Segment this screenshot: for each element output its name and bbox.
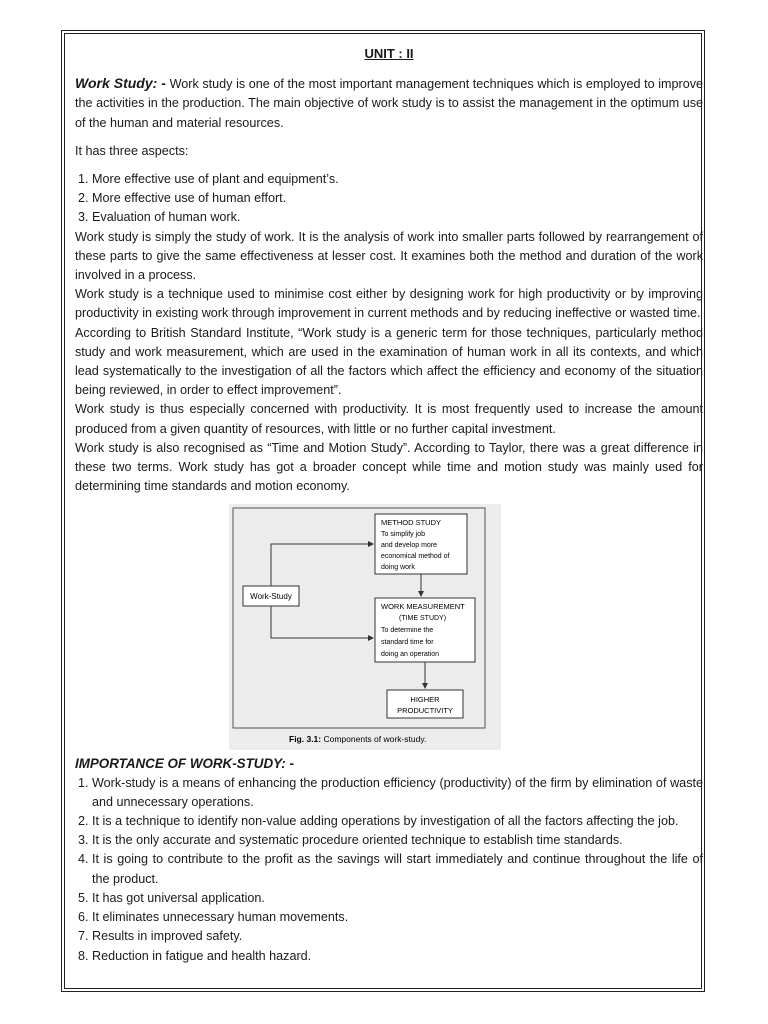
aspect-item: 2. More effective use of human effort. <box>92 189 703 208</box>
aspect-item: 3. Evaluation of human work. <box>92 208 703 227</box>
importance-item: 4. It is going to contribute to the profit as the savings will start immediately and continue throughout the life of the product. <box>92 850 703 888</box>
body-paragraph: Work study is a technique used to minimise cost either by designing work for high productivity or by improving productivity in existing work through improvement in current methods and by reducing ineffective or wasted time. <box>75 287 703 321</box>
work-study-heading: Work Study: - <box>75 75 166 92</box>
method-study-line: and develop more <box>381 542 438 550</box>
arrow-to-work-measurement <box>271 606 373 638</box>
body-paragraph: Work study is simply the study of work. It is the analysis of work into smaller parts followed by rearrangement of these parts to give the same effectiveness at lesser cost. It examines both the method and duration of the work involved in a process. <box>75 229 703 283</box>
work-measurement-line: standard time for <box>381 639 434 647</box>
body-paragraph: Work study is thus especially concerned with productivity. It is most frequently used to increase the amount produced from a given quantity of resources, with little or no further capital investment. <box>75 402 703 436</box>
method-study-line: doing work <box>381 564 415 572</box>
importance-item: 3. It is the only accurate and systematic procedure oriented technique to establish time standards. <box>92 831 703 850</box>
intro-text: Work study is one of the most important management techniques which is employed to improve the activities in the production. The main objective of work study is to assist the management in the optimum use of the human and material resources. <box>75 77 703 130</box>
method-study-title: METHOD STUDY <box>381 518 441 528</box>
document-body <box>75 44 703 966</box>
work-measurement-line: doing an operation <box>381 651 439 659</box>
caption-label: Fig. 3.1: <box>289 734 322 745</box>
work-study-figure <box>229 504 501 750</box>
work-measurement-line: (TIME STUDY) <box>399 615 447 623</box>
body-paragraph: According to British Standard Institute, “Work study is a generic term for those techniques, particularly method study and work measurement, which are used in the examination of human work in all its contexts, and which lead systematically to the investigation of all the factors which affect the efficiency and economy of the situation being reviewed, in order to effect improvement”. <box>75 325 703 398</box>
method-study-line: economical method of <box>381 553 450 561</box>
aspect-item: 1. More effective use of plant and equipment’s. <box>92 170 703 189</box>
aspects-intro: It has three aspects: <box>75 143 189 158</box>
work-measurement-line: To determine the <box>381 627 434 635</box>
figure-caption <box>289 734 426 744</box>
importance-item: 5. It has got universal application. <box>92 889 703 908</box>
intro-paragraph <box>75 74 703 133</box>
body-paragraph: Work study is also recognised as “Time and Motion Study”. According to Taylor, there was a great difference in these two terms. Work study has got a broader concept while time and motion study was mainly used for determining time standards and motion economy. <box>75 440 703 494</box>
importance-item: 1. Work-study is a means of enhancing the production efficiency (productivity) of the firm by elimination of waste and unnecessary operations. <box>92 774 703 812</box>
importance-item: 8. Reduction in fatigue and health hazard. <box>92 947 703 966</box>
importance-item: 6. It eliminates unnecessary human movements. <box>92 908 703 927</box>
higher-productivity-label: PRODUCTIVITY <box>397 706 453 716</box>
arrow-to-method-study <box>271 544 373 586</box>
importance-item: 2. It is a technique to identify non-value adding operations by investigation of all the factors affecting the job. <box>92 812 703 831</box>
work-measurement-title: WORK MEASUREMENT <box>381 602 465 612</box>
importance-item: 7. Results in improved safety. <box>92 927 703 946</box>
work-study-label: Work-Study <box>250 592 292 602</box>
unit-title: UNIT : II <box>364 46 414 61</box>
method-study-line: To simplify job <box>381 531 425 539</box>
aspects-list <box>75 170 703 228</box>
importance-list <box>75 774 703 966</box>
caption-text: Components of work-study. <box>321 734 427 745</box>
importance-heading: IMPORTANCE OF WORK-STUDY: - <box>75 756 294 772</box>
higher-productivity-label: HIGHER <box>410 695 440 705</box>
work-study-diagram <box>229 504 501 750</box>
